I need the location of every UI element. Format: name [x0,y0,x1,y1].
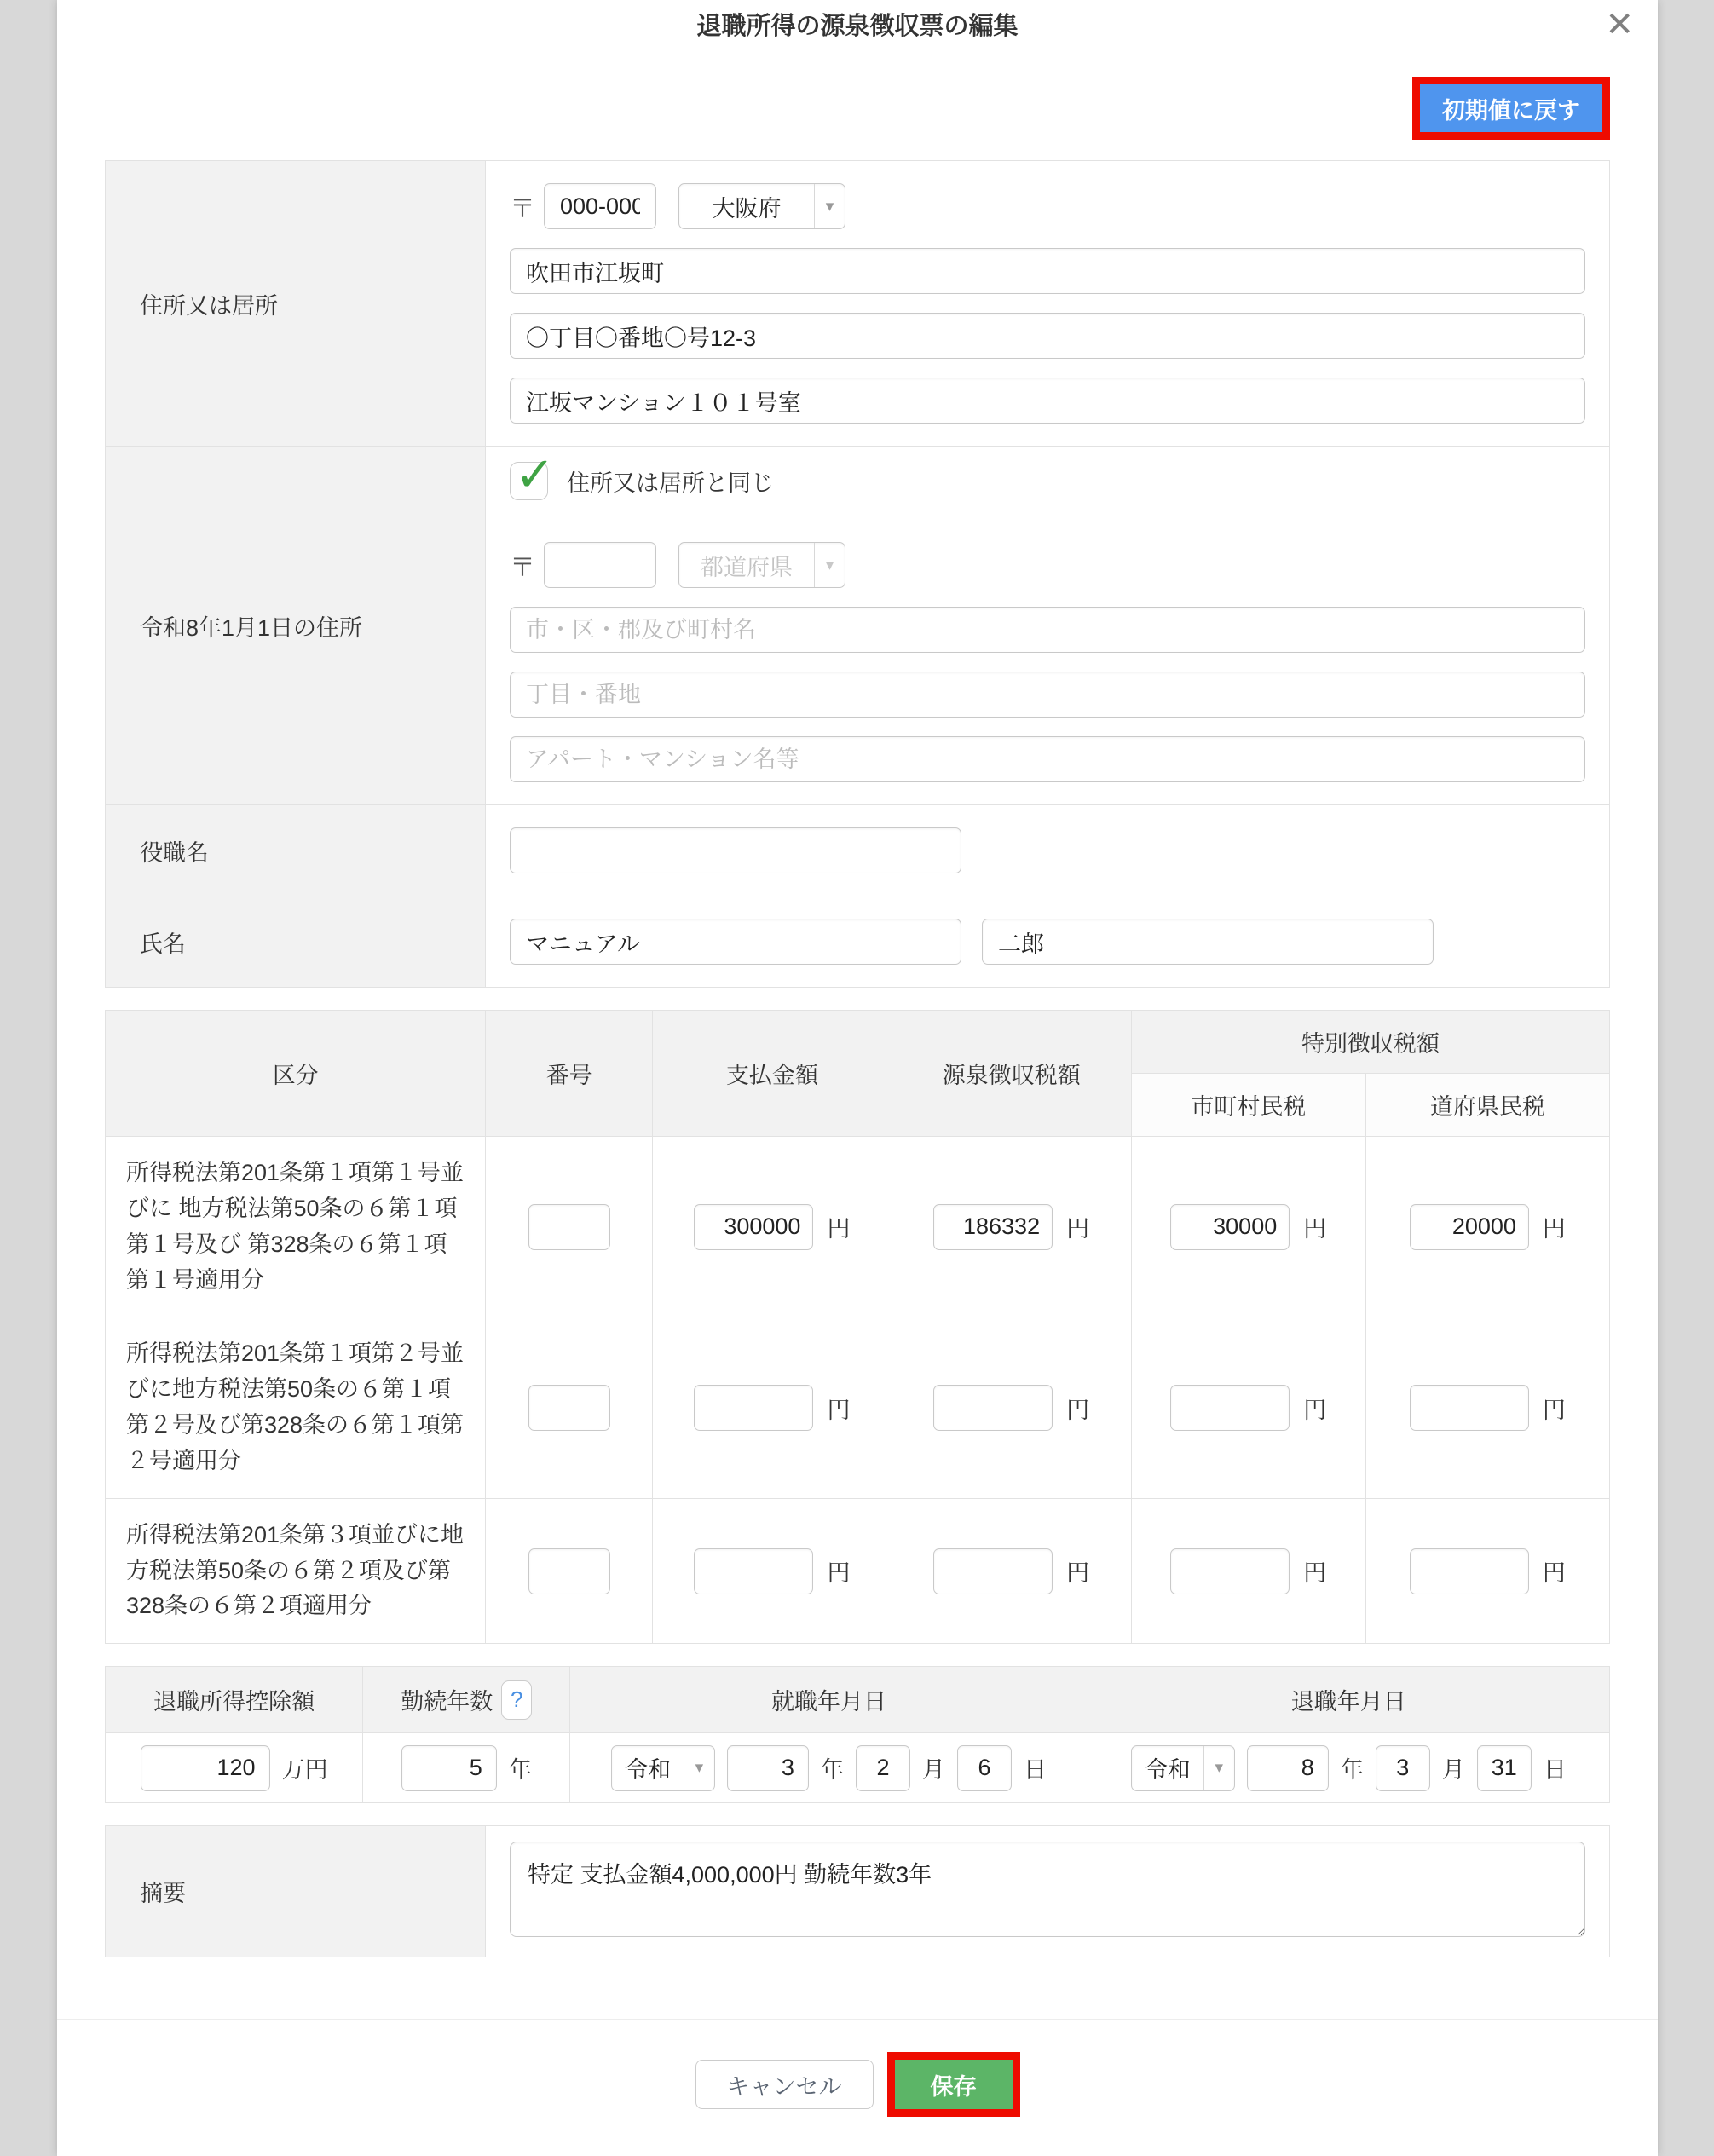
position-label: 役職名 [106,805,486,896]
yen-unit: 円 [1066,1560,1090,1587]
address-fields [486,161,1610,447]
remarks-row [106,1826,1610,1957]
edit-withholding-slip-dialog [57,0,1658,2156]
remarks-textarea[interactable] [510,1842,1585,1937]
hire-month-input[interactable] [856,1745,910,1791]
postal-code-input[interactable] [544,183,656,229]
tax-amounts-table [105,1010,1610,1644]
man-yen-unit: 万円 [281,1757,328,1784]
tax-row-3-municipal-input[interactable] [1170,1548,1290,1594]
chevron-down-icon: ▾ [814,184,845,228]
hire-year-input[interactable] [727,1745,809,1791]
prefecture-select[interactable] [678,183,845,229]
address-form-table [105,160,1610,988]
summary-header-row [106,1667,1610,1733]
dialog-title: 退職所得の源泉徴収票の編集 [696,13,1019,40]
hire-date-header: 就職年月日 [570,1667,1088,1733]
header-municipal-tax: 市町村民税 [1131,1074,1365,1137]
address-line2-input[interactable] [510,313,1585,359]
first-name-input[interactable] [982,919,1434,965]
tax-row-1-label: 所得税法第201条第１項第１号並びに 地方税法第50条の６第１項第１号及び 第328条の６第１項第１号適用分 [106,1137,486,1317]
summary-table [105,1666,1610,1803]
retire-era-select[interactable] [1131,1745,1235,1791]
jan1-address-label: 令和8年1月1日の住所 [106,447,486,805]
postal-row [510,183,1585,229]
tax-row-1-payment-input[interactable] [694,1204,813,1250]
years-header-label: 勤続年数 [401,1689,493,1715]
tax-row-2 [106,1317,1610,1498]
header-withholding: 源泉徴収税額 [892,1011,1131,1137]
header-prefectural-tax: 道府県民税 [1365,1074,1609,1137]
chevron-down-icon: ▾ [814,543,845,587]
hire-era-select[interactable] [611,1745,715,1791]
retire-month-input[interactable] [1376,1745,1430,1791]
yen-unit: 円 [1303,1560,1327,1587]
save-highlight-box [887,2052,1020,2117]
jan1-address-line1-input[interactable] [510,607,1585,653]
position-row [106,805,1610,896]
prefecture-selected-value: 大阪府 [712,195,782,222]
jan1-address-inputs [486,516,1609,804]
day-unit: 日 [1023,1757,1047,1784]
chevron-down-icon: ▾ [1203,1746,1234,1790]
retire-year-input[interactable] [1247,1745,1329,1791]
tax-row-1-municipal-input[interactable] [1170,1204,1290,1250]
header-number: 番号 [486,1011,653,1137]
jan1-address-row [106,447,1610,805]
retire-era-value: 令和 [1144,1757,1191,1784]
yen-unit: 円 [827,1560,851,1587]
tax-row-2-municipal-input[interactable] [1170,1385,1290,1431]
years-header [363,1667,570,1733]
help-icon[interactable]: ? [501,1680,532,1720]
chevron-down-icon: ▾ [684,1746,714,1790]
tax-row-3-prefectural-input[interactable] [1410,1548,1529,1594]
jan1-address-fields [486,447,1610,805]
last-name-input[interactable] [510,919,961,965]
tax-row-1-number-input[interactable] [528,1204,610,1250]
save-button[interactable]: 保存 [895,2060,1013,2109]
tax-row-3-label: 所得税法第201条第３項並びに地方税法第50条の６第２項及び第328条の６第２項適用分 [106,1498,486,1644]
check-icon: ✓ [515,447,555,501]
jan1-address-line2-input[interactable] [510,672,1585,718]
header-payment: 支払金額 [653,1011,892,1137]
dialog-header [57,0,1658,49]
deduction-header: 退職所得控除額 [106,1667,363,1733]
address-row [106,161,1610,447]
yen-unit: 円 [1303,1216,1327,1242]
retire-date-header: 退職年月日 [1088,1667,1609,1733]
yen-unit: 円 [1542,1216,1566,1242]
remarks-label: 摘要 [106,1826,486,1957]
tax-row-3-withholding-input[interactable] [933,1548,1053,1594]
yen-unit: 円 [1066,1216,1090,1242]
jan1-postal-code-input[interactable] [544,542,656,588]
tax-row-1-withholding-input[interactable] [933,1204,1053,1250]
yen-unit: 円 [1542,1397,1566,1423]
tax-row-3-payment-input[interactable] [694,1548,813,1594]
retire-day-input[interactable] [1477,1745,1532,1791]
reset-to-default-button[interactable]: 初期値に戻す [1420,84,1602,132]
tax-row-2-label: 所得税法第201条第１項第２号並びに地方税法第50条の６第１項第２号及び第328条の６第１項第２号適用分 [106,1317,486,1498]
yen-unit: 円 [827,1397,851,1423]
tax-row-3-number-input[interactable] [528,1548,610,1594]
yen-unit: 円 [1303,1397,1327,1423]
hire-era-value: 令和 [624,1757,671,1784]
postal-mark-icon: 〒 [510,195,535,223]
name-row [106,896,1610,988]
summary-value-row [106,1733,1610,1803]
year-unit: 年 [508,1757,532,1784]
jan1-postal-row [510,542,1585,588]
deduction-input[interactable] [141,1745,270,1791]
postal-mark-icon: 〒 [510,554,535,582]
tax-row-2-prefectural-input[interactable] [1410,1385,1529,1431]
month-unit: 月 [1441,1757,1465,1784]
reset-highlight-box [1412,77,1610,140]
day-unit: 日 [1543,1757,1567,1784]
name-fields [486,896,1610,988]
header-special-tax: 特別徴収税額 [1131,1011,1609,1074]
close-icon[interactable]: ✕ [1605,6,1634,43]
reset-row [105,77,1610,140]
same-address-checkbox-label: 住所又は居所と同じ [567,470,774,496]
tax-row-2-withholding-input[interactable] [933,1385,1053,1431]
yen-unit: 円 [1066,1397,1090,1423]
tax-table-header-row [106,1011,1610,1074]
dialog-body [57,49,1658,1957]
month-unit: 月 [921,1757,945,1784]
yen-unit: 円 [1542,1560,1566,1587]
jan1-prefecture-placeholder: 都道府県 [701,554,793,580]
header-kubun: 区分 [106,1011,486,1137]
dialog-footer [57,2019,1658,2156]
year-unit: 年 [1340,1757,1364,1784]
hire-day-input[interactable] [957,1745,1012,1791]
cancel-button[interactable]: キャンセル [695,2060,874,2109]
tax-row-2-number-input[interactable] [528,1385,610,1431]
jan1-prefecture-select[interactable] [678,542,845,588]
address-line3-input[interactable] [510,378,1585,424]
tax-row-3 [106,1498,1610,1644]
same-address-checkbox-row [486,447,1609,516]
tax-row-1-prefectural-input[interactable] [1410,1204,1529,1250]
position-field [486,805,1610,896]
tax-row-2-payment-input[interactable] [694,1385,813,1431]
same-address-checkbox[interactable] [510,447,555,501]
name-label: 氏名 [106,896,486,988]
tax-row-1 [106,1137,1610,1317]
year-unit: 年 [820,1757,844,1784]
position-input[interactable] [510,827,961,873]
address-label: 住所又は居所 [106,161,486,447]
yen-unit: 円 [827,1216,851,1242]
years-of-service-input[interactable] [401,1745,497,1791]
jan1-address-line3-input[interactable] [510,736,1585,782]
address-line1-input[interactable] [510,248,1585,294]
remarks-table [105,1825,1610,1957]
